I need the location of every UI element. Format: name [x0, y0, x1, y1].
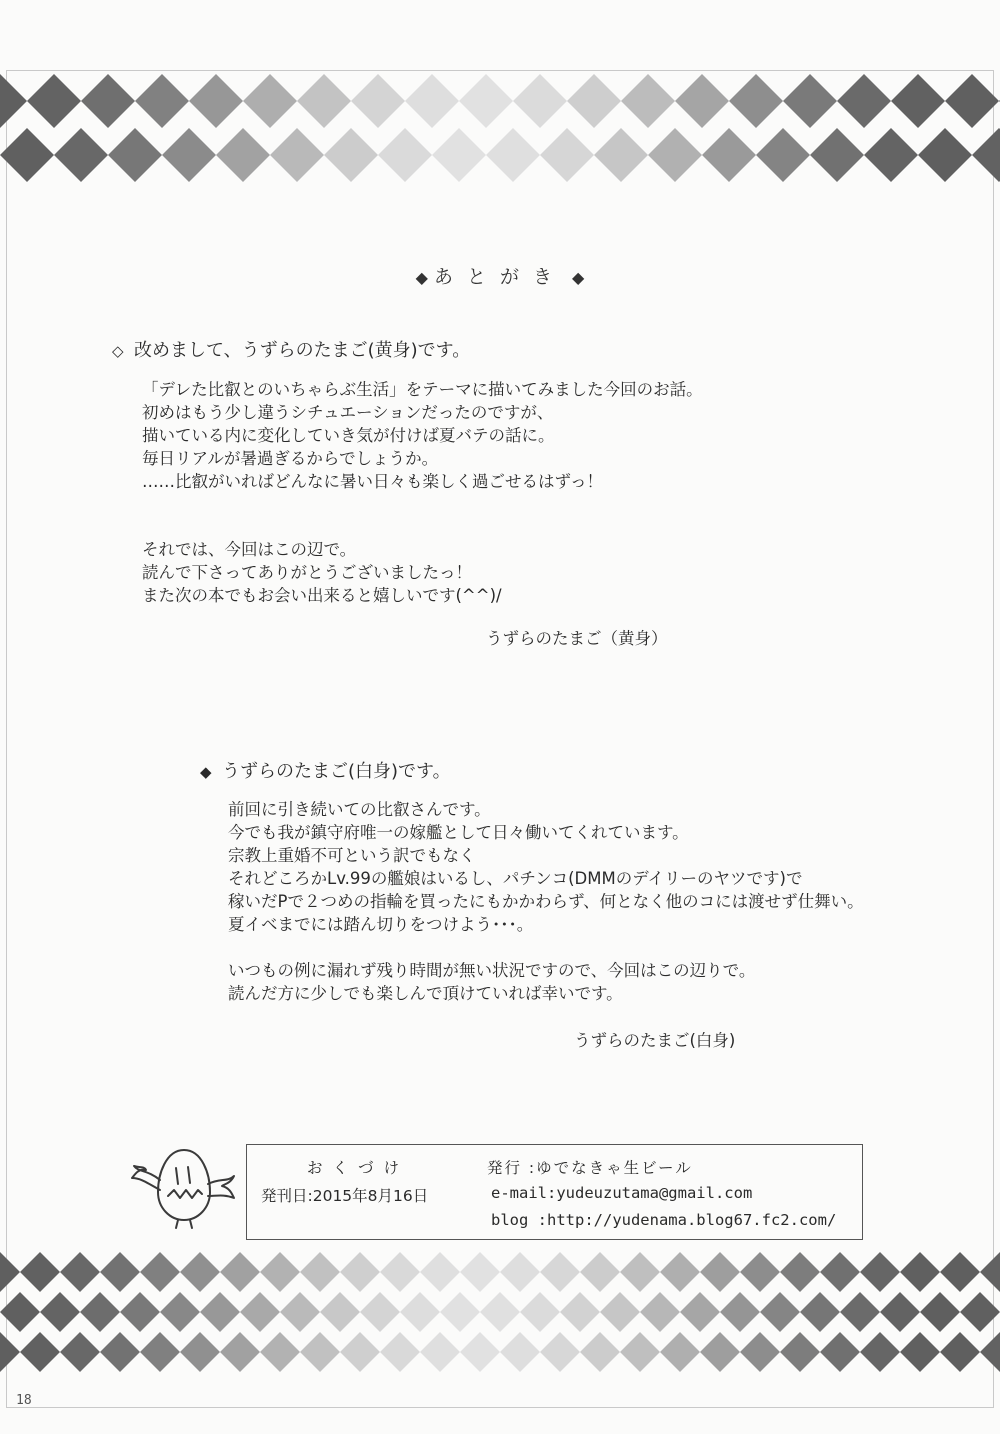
section1-closing-line: また次の本でもお会い出来ると嬉しいです(^^)/: [142, 586, 502, 605]
afterword-title: [0, 262, 1000, 289]
colophon-date: 発刊日:2015年8月16日: [261, 1187, 429, 1205]
diamond-tile: [200, 1292, 240, 1332]
diamond-tile: [351, 74, 405, 128]
section1-closing: [142, 538, 502, 607]
diamond-tile: [100, 1252, 140, 1292]
black-diamond-icon: ◆: [572, 268, 585, 287]
diamond-tile: [440, 1292, 480, 1332]
diamond-tile: [480, 1292, 520, 1332]
section2-line: 今でも我が鎮守府唯一の嫁艦として日々働いてくれています。: [228, 823, 689, 842]
diamond-tile: [340, 1252, 380, 1292]
diamond-tile: [300, 1252, 340, 1292]
diamond-tile: [324, 128, 378, 182]
diamond-tile: [108, 128, 162, 182]
section1-line: 「デレた比叡とのいちゃらぶ生活」をテーマに描いてみました今回のお話。: [142, 380, 703, 399]
diamond-tile: [864, 128, 918, 182]
section2-body: [228, 798, 864, 936]
diamond-tile: [140, 1252, 180, 1292]
colophon-blog: blog :http://yudenama.blog67.fc2.com/: [491, 1211, 837, 1229]
section2-closing-line: 読んだ方に少しでも楽しんで頂けていれば幸いです。: [228, 984, 623, 1003]
diamond-tile: [880, 1292, 920, 1332]
diamond-tile: [837, 74, 891, 128]
section2-line: 稼いだPで２つめの指輪を買ったにもかかわらず、何となく他のコには渡せず仕舞い。: [228, 892, 864, 911]
colophon-box: [246, 1144, 863, 1240]
diamond-tile: [297, 74, 351, 128]
section1-line: 描いている内に変化していき気が付けば夏バテの話に。: [142, 426, 555, 445]
diamond-tile: [567, 74, 621, 128]
colophon-label: おくづけ: [307, 1159, 410, 1177]
diamond-tile: [0, 1252, 20, 1292]
diamond-tile: [0, 128, 54, 182]
diamond-tile: [100, 1332, 140, 1372]
section2-line: 夏イベまでには踏ん切りをつけよう･･･。: [228, 915, 534, 934]
diamond-tile: [60, 1332, 100, 1372]
diamond-tile: [900, 1252, 940, 1292]
diamond-tile: [620, 1332, 660, 1372]
diamond-tile: [0, 1292, 40, 1332]
diamond-tile: [580, 1252, 620, 1292]
diamond-tile: [620, 1252, 660, 1292]
diamond-pattern-top: [0, 74, 1000, 184]
diamond-tile: [0, 1332, 20, 1372]
diamond-tile: [189, 74, 243, 128]
diamond-tile: [513, 74, 567, 128]
section2-line: 宗教上重婚不可という訳でもなく: [228, 846, 476, 865]
diamond-tile: [720, 1292, 760, 1332]
diamond-tile: [400, 1292, 440, 1332]
diamond-tile: [0, 74, 27, 128]
diamond-tile: [500, 1332, 540, 1372]
diamond-tile: [20, 1332, 60, 1372]
diamond-tile: [640, 1292, 680, 1332]
diamond-tile: [540, 1332, 580, 1372]
section1-heading-text: 改めまして、うずらのたまご(黄身)です。: [134, 340, 471, 361]
diamond-tile: [860, 1252, 900, 1292]
section2-closing-line: いつもの例に漏れず残り時間が無い状況ですので、今回はこの辺りで。: [228, 961, 756, 980]
diamond-tile: [740, 1332, 780, 1372]
winged-egg-mascot-icon: [130, 1140, 238, 1230]
section1-line: ……比叡がいればどんなに暑い日々も楽しく過ごせるはずっ！: [142, 472, 604, 491]
black-diamond-icon: ◆: [200, 763, 212, 781]
section2-signature: うずらのたまご(白身): [574, 1031, 736, 1050]
section2-line: 前回に引き続いての比叡さんです。: [228, 800, 491, 819]
page-number: 18: [16, 1393, 32, 1408]
diamond-tile: [405, 74, 459, 128]
diamond-tile: [560, 1292, 600, 1332]
section2-heading: [200, 757, 451, 783]
diamond-tile: [940, 1252, 980, 1292]
diamond-tile: [80, 1292, 120, 1332]
diamond-tile: [700, 1332, 740, 1372]
diamond-tile: [980, 1332, 1000, 1372]
diamond-tile: [800, 1292, 840, 1332]
diamond-tile: [540, 128, 594, 182]
diamond-tile: [780, 1252, 820, 1292]
diamond-tile: [820, 1252, 860, 1292]
diamond-tile: [420, 1252, 460, 1292]
diamond-tile: [891, 74, 945, 128]
diamond-tile: [27, 74, 81, 128]
diamond-tile: [180, 1332, 220, 1372]
diamond-tile: [140, 1332, 180, 1372]
diamond-tile: [120, 1292, 160, 1332]
diamond-tile: [760, 1292, 800, 1332]
diamond-tile: [680, 1292, 720, 1332]
diamond-tile: [594, 128, 648, 182]
diamond-tile: [580, 1332, 620, 1372]
diamond-tile: [460, 1332, 500, 1372]
diamond-tile: [520, 1292, 560, 1332]
diamond-tile: [270, 128, 324, 182]
diamond-tile: [340, 1332, 380, 1372]
diamond-tile: [486, 128, 540, 182]
diamond-tile: [378, 128, 432, 182]
diamond-tile: [162, 128, 216, 182]
diamond-tile: [20, 1252, 60, 1292]
section1-body: [142, 378, 703, 493]
diamond-tile: [860, 1332, 900, 1372]
diamond-tile: [380, 1252, 420, 1292]
diamond-tile: [300, 1332, 340, 1372]
diamond-tile: [432, 128, 486, 182]
diamond-tile: [780, 1332, 820, 1372]
diamond-tile: [945, 74, 999, 128]
diamond-tile: [600, 1292, 640, 1332]
outline-diamond-icon: ◇: [112, 342, 124, 360]
diamond-tile: [972, 128, 1000, 182]
diamond-tile: [540, 1252, 580, 1292]
diamond-tile: [783, 74, 837, 128]
diamond-tile: [810, 128, 864, 182]
diamond-tile: [675, 74, 729, 128]
diamond-tile: [740, 1252, 780, 1292]
diamond-tile: [320, 1292, 360, 1332]
diamond-tile: [980, 1252, 1000, 1292]
diamond-tile: [702, 128, 756, 182]
diamond-tile: [60, 1252, 100, 1292]
diamond-tile: [260, 1332, 300, 1372]
diamond-tile: [240, 1292, 280, 1332]
diamond-tile: [180, 1252, 220, 1292]
diamond-tile: [918, 128, 972, 182]
diamond-tile: [648, 128, 702, 182]
diamond-tile: [54, 128, 108, 182]
diamond-tile: [280, 1292, 320, 1332]
diamond-tile: [216, 128, 270, 182]
diamond-tile: [160, 1292, 200, 1332]
section1-signature: うずらのたまご（黄身）: [486, 629, 668, 648]
diamond-tile: [40, 1292, 80, 1332]
section2-heading-text: うずらのたまご(白身)です。: [222, 761, 451, 782]
colophon-publisher: 発行 :ゆでなきゃ生ビール: [487, 1159, 693, 1177]
colophon-email: e-mail:yudeuzutama@gmail.com: [491, 1184, 753, 1202]
diamond-tile: [840, 1292, 880, 1332]
section2-line: それどころかLv.99の艦娘はいるし、パチンコ(DMMのデイリーのヤツです)で: [228, 869, 803, 888]
diamond-tile: [660, 1332, 700, 1372]
diamond-tile: [660, 1252, 700, 1292]
diamond-tile: [920, 1292, 960, 1332]
diamond-tile: [960, 1292, 1000, 1332]
section1-closing-line: 読んで下さってありがとうございましたっ！: [142, 563, 472, 582]
section1-heading: [112, 336, 470, 362]
afterword-title-text: あとがき: [433, 266, 566, 288]
diamond-tile: [420, 1332, 460, 1372]
diamond-tile: [243, 74, 297, 128]
diamond-tile: [500, 1252, 540, 1292]
diamond-tile: [820, 1332, 860, 1372]
diamond-tile: [360, 1292, 400, 1332]
diamond-tile: [621, 74, 675, 128]
diamond-tile: [220, 1332, 260, 1372]
diamond-tile: [900, 1332, 940, 1372]
diamond-tile: [81, 74, 135, 128]
section1-line: 毎日リアルが暑過ぎるからでしょうか。: [142, 449, 439, 468]
diamond-tile: [460, 1252, 500, 1292]
section2-closing: [228, 959, 755, 1005]
diamond-pattern-bottom: [0, 1250, 1000, 1376]
diamond-tile: [756, 128, 810, 182]
diamond-tile: [260, 1252, 300, 1292]
diamond-tile: [220, 1252, 260, 1292]
diamond-tile: [135, 74, 189, 128]
diamond-tile: [729, 74, 783, 128]
diamond-tile: [940, 1332, 980, 1372]
diamond-tile: [380, 1332, 420, 1372]
diamond-tile: [700, 1252, 740, 1292]
black-diamond-icon: ◆: [415, 268, 428, 287]
diamond-tile: [459, 74, 513, 128]
section1-closing-line: それでは、今回はこの辺で。: [142, 540, 357, 559]
section1-line: 初めはもう少し違うシチュエーションだったのですが、: [142, 403, 554, 422]
